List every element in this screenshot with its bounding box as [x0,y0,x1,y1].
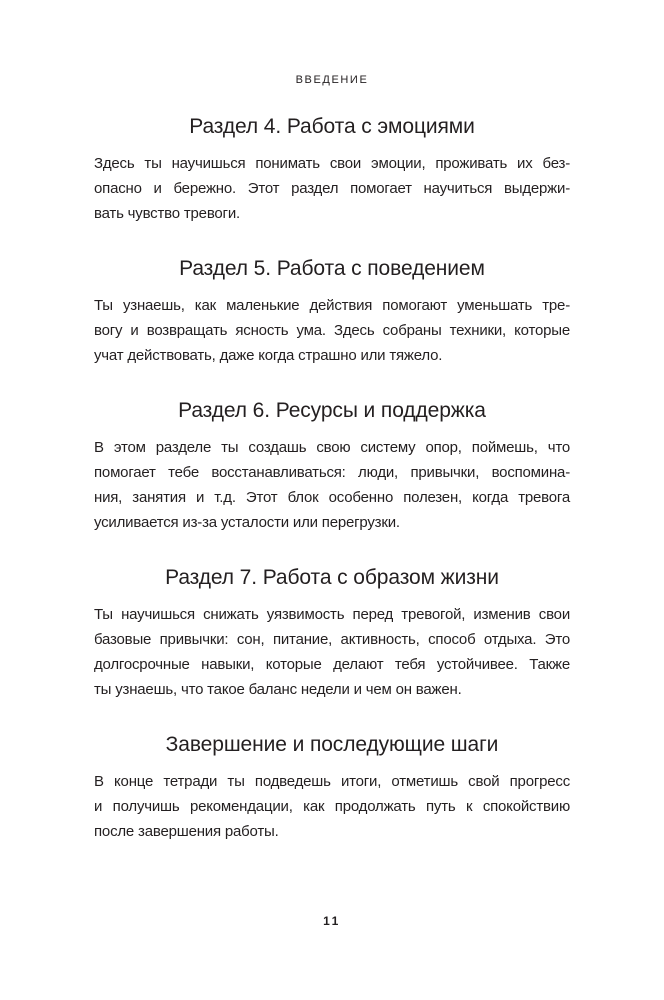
section-title: Раздел 4. Работа с эмоциями [189,115,475,138]
section-title: Раздел 7. Работа с образом жизни [165,566,499,589]
body-line: помогает тебе восстанавливаться: люди, привычки, воспомина- [94,463,570,481]
body-line: учат действовать, даже когда страшно или тяжело. [94,346,443,364]
body-line: базовые привычки: сон, питание, активность, способ отдыха. Это [94,630,570,648]
section-body [94,769,570,844]
section-body [94,293,570,368]
page-content [94,114,570,874]
section-title: Раздел 6. Ресурсы и поддержка [178,399,486,422]
page-number: 11 [323,914,341,928]
body-line: долгосрочные навыки, которые делают тебя устойчивее. Также [94,655,570,673]
body-line: Здесь ты научишься понимать свои эмоции, проживать их без- [94,154,570,172]
section-6 [94,398,570,535]
section-conclusion [94,732,570,844]
body-line: В конце тетради ты подведешь итоги, отметишь свой прогресс [94,772,570,790]
body-line: и получишь рекомендации, как продолжать путь к спокойствию [94,797,570,815]
body-line: Ты научишься снижать уязвимость перед тревогой, изменив свои [94,605,570,623]
running-title: ВВЕДЕНИЕ [295,74,369,86]
body-line: вать чувство тревоги. [94,204,240,222]
body-line: вогу и возвращать ясность ума. Здесь собраны техники, которые [94,321,570,339]
section-body [94,602,570,702]
section-title: Раздел 5. Работа с поведением [179,257,485,280]
section-5 [94,256,570,368]
body-line: ты узнаешь, что такое баланс недели и чем он важен. [94,680,462,698]
section-7 [94,565,570,702]
section-title: Завершение и последующие шаги [165,733,499,756]
body-line: опасно и бережно. Этот раздел помогает научиться выдержи- [94,179,570,197]
section-body [94,151,570,226]
body-line: после завершения работы. [94,822,279,840]
body-line: усиливается из-за усталости или перегрузки. [94,513,400,531]
body-line: В этом разделе ты создашь свою систему опор, поймешь, что [94,438,570,456]
section-body [94,435,570,535]
section-4 [94,114,570,226]
body-line: Ты узнаешь, как маленькие действия помогают уменьшать тре- [94,296,570,314]
body-line: ния, занятия и т.д. Этот блок особенно полезен, когда тревога [94,488,570,506]
